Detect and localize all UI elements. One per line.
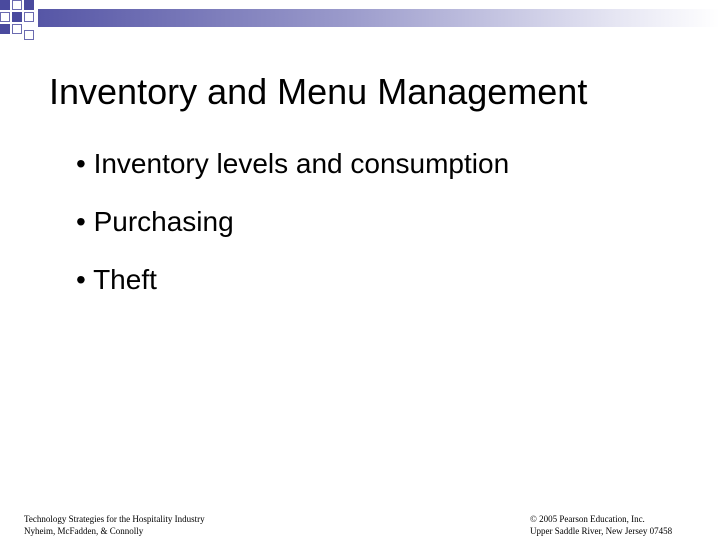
footer-right xyxy=(530,513,672,537)
decor-square xyxy=(24,12,34,22)
bullet-list xyxy=(76,140,509,314)
footer-copyright: © 2005 Pearson Education, Inc. xyxy=(530,514,645,524)
slide-title: Inventory and Menu Management xyxy=(49,71,588,112)
decor-square xyxy=(0,0,10,10)
bullet-item: • Inventory levels and consumption xyxy=(76,148,510,179)
decor-square xyxy=(0,12,10,22)
decor-square xyxy=(0,24,10,34)
bullet-item: • Theft xyxy=(76,264,157,295)
slide-header-decoration xyxy=(0,0,720,44)
footer-left xyxy=(24,513,205,537)
decor-square xyxy=(24,0,34,10)
decor-square xyxy=(24,30,34,40)
footer-book-title: Technology Strategies for the Hospitality Industry xyxy=(24,514,205,524)
decor-square xyxy=(12,0,22,10)
decor-square xyxy=(12,24,22,34)
footer-authors: Nyheim, McFadden, & Connolly xyxy=(24,526,144,536)
header-gradient-bar xyxy=(38,9,720,27)
footer-address: Upper Saddle River, New Jersey 07458 xyxy=(530,526,673,536)
decor-square xyxy=(12,12,22,22)
bullet-item: • Purchasing xyxy=(76,206,234,237)
